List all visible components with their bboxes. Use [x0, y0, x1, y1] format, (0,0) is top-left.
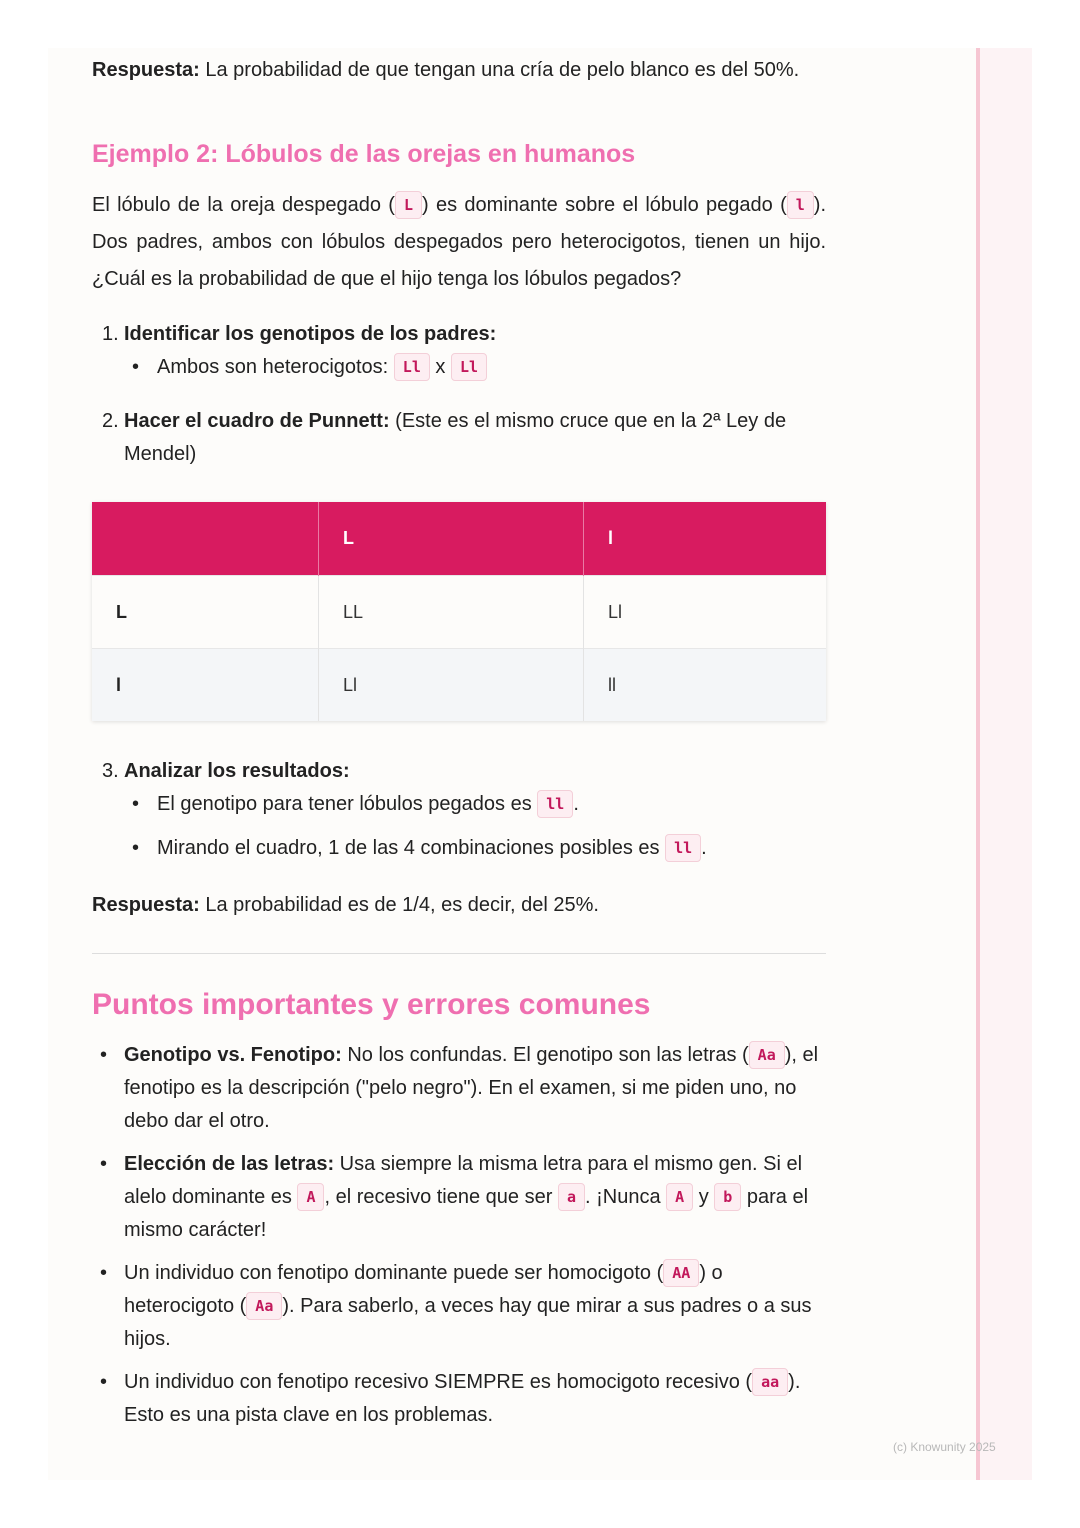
punnett-cell: Ll — [319, 649, 584, 722]
intro-text-3: ). Dos padres, ambos con lóbulos despegados pero heterocigotos, tienen un hijo. ¿Cuál es la probabilidad de que el hijo tenga los lóbulos pegados? — [92, 194, 826, 290]
example2-intro — [92, 187, 826, 298]
point-text: , el recesivo tiene que ser — [324, 1186, 558, 1208]
point-label: Elección de las letras: — [124, 1153, 335, 1175]
punnett-header-cell: L — [319, 502, 584, 576]
step-title: Analizar los resultados: — [124, 760, 350, 782]
punnett-row-header: L — [92, 576, 319, 649]
answer-label: Respuesta: — [92, 59, 200, 81]
point-text: ). Esto es una pista clave en los problemas. — [124, 1371, 801, 1426]
side-margin-panel — [976, 48, 1032, 1480]
point-dominant-phenotype — [92, 1257, 826, 1356]
point-text: y — [693, 1186, 715, 1208]
bullet-dot: • — [100, 1371, 108, 1393]
code-A: A — [666, 1183, 693, 1211]
step-number: 2. — [102, 410, 119, 432]
point-text: Un individuo con fenotipo recesivo SIEMPRE es homocigoto recesivo ( — [124, 1371, 753, 1393]
point-text: Un individuo con fenotipo dominante puede ser homocigoto ( — [124, 1262, 664, 1284]
point-text: ). Para saberlo, a veces hay que mirar a sus padres o a sus hijos. — [124, 1295, 812, 1350]
bullet-dot: • — [100, 1262, 108, 1284]
step-3-bullet-1 — [92, 788, 826, 821]
answer-text: La probabilidad es de 1/4, es decir, del 25%. — [199, 894, 599, 916]
bullet-text: Mirando el cuadro, 1 de las 4 combinaciones posibles es — [157, 837, 666, 859]
important-points-heading: Puntos importantes y errores comunes — [92, 988, 651, 1021]
intro-text-1: El lóbulo de la oreja despegado ( — [92, 194, 395, 216]
step-1 — [92, 318, 826, 351]
answer-paragraph-2 — [92, 887, 826, 923]
code-a: a — [558, 1183, 585, 1211]
point-text: . ¡Nunca — [584, 1186, 667, 1208]
point-text: ), el fenotipo es la descripción ("pelo negro"). En el examen, si me piden uno, no debo dar el otro. — [124, 1044, 819, 1132]
punnett-header-cell — [92, 502, 319, 576]
step-3 — [92, 755, 826, 788]
step-number: 3. — [102, 760, 119, 782]
bullet-dot: • — [100, 1044, 108, 1066]
section-divider — [92, 953, 826, 954]
cross-symbol: x — [429, 356, 451, 378]
step-title: Identificar los genotipos de los padres: — [124, 323, 497, 345]
code-ll: ll — [537, 790, 573, 818]
punnett-cell: ll — [584, 649, 827, 722]
punnett-row — [92, 649, 826, 722]
step-2 — [92, 405, 826, 471]
bullet-dot: • — [132, 793, 140, 815]
code-Aa: Aa — [749, 1041, 785, 1069]
code-Ll-b: Ll — [451, 353, 487, 381]
point-recessive-phenotype — [92, 1366, 826, 1432]
bullet-dot: • — [132, 837, 140, 859]
intro-text-2: ) es dominante sobre el lóbulo pegado ( — [422, 194, 787, 216]
point-text: para el mismo carácter! — [124, 1186, 809, 1241]
step-3-bullet-2 — [92, 832, 826, 865]
punnett-row — [92, 576, 826, 649]
code-Ll-a: Ll — [394, 353, 430, 381]
punnett-row-header: l — [92, 649, 319, 722]
point-label: Genotipo vs. Fenotipo: — [124, 1044, 342, 1066]
punnett-header-cell: l — [584, 502, 827, 576]
answer-text: La probabilidad de que tengan una cría de pelo blanco es del 50%. — [199, 59, 800, 81]
bullet-text: Ambos son heterocigotos: — [157, 356, 394, 378]
code-A: A — [297, 1183, 324, 1211]
code-AA: AA — [663, 1259, 699, 1287]
bullet-dot: • — [132, 356, 140, 378]
punnett-square — [92, 502, 826, 721]
code-Aa: Aa — [246, 1292, 282, 1320]
point-text: Usa siempre la misma letra para el mismo gen. Si el alelo dominante es — [124, 1153, 803, 1208]
answer-label: Respuesta: — [92, 894, 200, 916]
steps-list — [92, 318, 826, 471]
bullet-text: El genotipo para tener lóbulos pegados es — [157, 793, 538, 815]
bullet-end: . — [701, 837, 707, 859]
code-L: L — [395, 191, 422, 219]
step-title: Hacer el cuadro de Punnett: — [124, 410, 390, 432]
code-b: b — [714, 1183, 741, 1211]
punnett-cell: LL — [319, 576, 584, 649]
point-text: ) o heterocigoto ( — [124, 1262, 723, 1317]
document-content — [92, 52, 826, 1432]
code-aa: aa — [752, 1368, 788, 1396]
punnett-cell: Ll — [584, 576, 827, 649]
point-text: No los confundas. El genotipo son las letras ( — [341, 1044, 749, 1066]
step-number: 1. — [102, 323, 119, 345]
step-1-bullet — [92, 351, 826, 384]
bullet-dot: • — [100, 1153, 108, 1175]
answer-paragraph-1 — [92, 52, 826, 88]
steps-list-continued — [92, 755, 826, 865]
code-ll: ll — [665, 834, 701, 862]
point-letter-choice — [92, 1148, 826, 1247]
important-points-list — [92, 1039, 826, 1432]
code-l: l — [787, 191, 814, 219]
point-genotype-vs-phenotype — [92, 1039, 826, 1138]
example2-heading: Ejemplo 2: Lóbulos de las orejas en humanos — [92, 140, 636, 168]
step-text: (Este es el mismo cruce que en la 2ª Ley de Mendel) — [124, 410, 787, 465]
bullet-end: . — [573, 793, 579, 815]
copyright-footer: (c) Knowunity 2025 — [893, 1440, 996, 1454]
punnett-header-row — [92, 502, 826, 576]
